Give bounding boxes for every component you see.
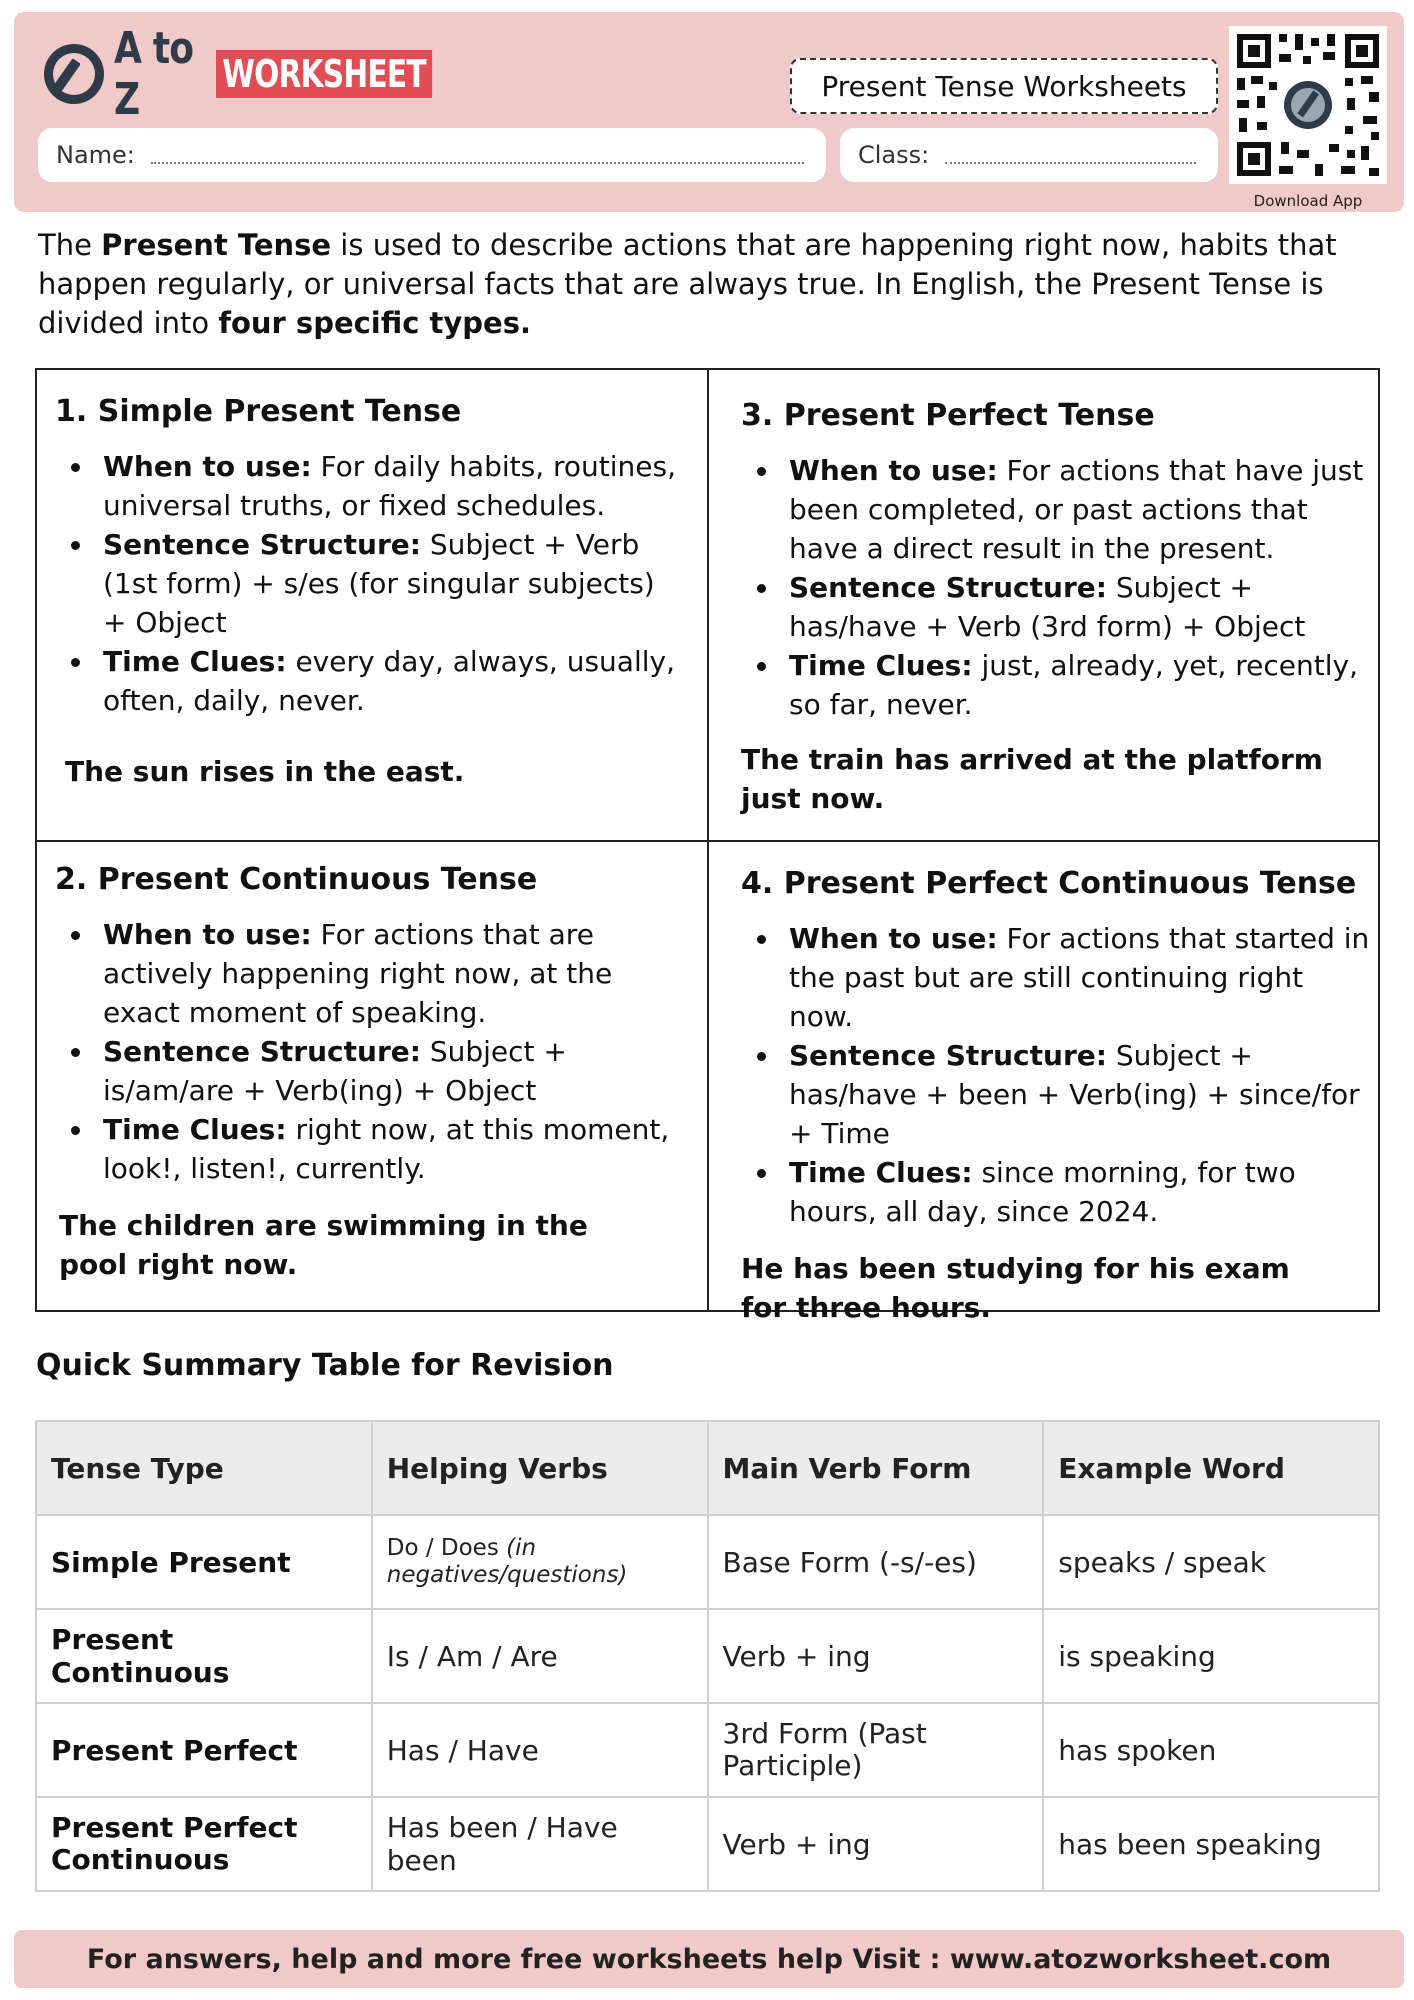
tense-card-present-perfect: [741, 398, 1371, 818]
list-item: When to use: For actions that have just been completed, or past actions that have a direct result in the present.: [741, 451, 1371, 568]
pen-logo-icon: [44, 44, 104, 104]
logo-badge: WORKSHEET: [216, 50, 432, 98]
worksheet-header: [14, 12, 1404, 212]
tense-rules: [55, 915, 685, 1188]
name-field[interactable]: [38, 128, 826, 182]
table-cell: Do / Does (in negatives/questions): [372, 1515, 708, 1609]
table-row: [36, 1703, 1379, 1797]
list-item: When to use: For actions that are actively happening right now, at the exact moment of speaking.: [55, 915, 685, 1032]
tense-rules: [741, 451, 1371, 724]
table-header-row: [36, 1421, 1379, 1515]
table-cell: Has been / Have been: [372, 1797, 708, 1891]
footer-banner[interactable]: For answers, help and more free worksheets help Visit : www.atozworksheet.com: [14, 1930, 1404, 1988]
class-field[interactable]: [840, 128, 1218, 182]
table-cell: Present Perfect Continuous: [36, 1797, 372, 1891]
name-label: Name:: [56, 141, 135, 169]
class-label: Class:: [858, 141, 930, 169]
table-row: [36, 1797, 1379, 1891]
qr-caption: Download App: [1253, 192, 1363, 210]
table-cell: Present Perfect: [36, 1703, 372, 1797]
table-row: [36, 1515, 1379, 1609]
intro-paragraph: The Present Tense is used to describe actions that are happening right now, habits that happen regularly, or universal facts that are always true. In English, the Present Tense is divided into four specific types.: [38, 228, 1337, 340]
example-sentence: The train has arrived at the platform just now.: [741, 743, 1323, 815]
table-cell: Is / Am / Are: [372, 1609, 708, 1703]
list-item: Time Clues: just, already, yet, recently, so far, never.: [741, 646, 1371, 724]
summary-table: [35, 1420, 1380, 1892]
tense-grid: [35, 368, 1380, 1324]
column-header: Tense Type: [36, 1421, 372, 1515]
list-item: Sentence Structure: Subject + Verb (1st form) + s/es (for singular subjects) + Object: [55, 525, 685, 642]
example-sentence: The children are swimming in the pool right now.: [59, 1209, 588, 1281]
table-cell: Base Form (-s/-es): [708, 1515, 1044, 1609]
example-sentence: The sun rises in the east.: [65, 755, 465, 788]
summary-title: Quick Summary Table for Revision: [36, 1348, 614, 1383]
list-item: Time Clues: since morning, for two hours, all day, since 2024.: [741, 1153, 1371, 1231]
class-blank-line: [945, 146, 1196, 164]
column-header: Main Verb Form: [708, 1421, 1044, 1515]
list-item: Sentence Structure: Subject + is/am/are + Verb(ing) + Object: [55, 1032, 685, 1110]
list-item: When to use: For daily habits, routines, universal truths, or fixed schedules.: [55, 447, 685, 525]
table-cell: has been speaking: [1043, 1797, 1379, 1891]
list-item: Sentence Structure: Subject + has/have + Verb (3rd form) + Object: [741, 568, 1371, 646]
list-item: When to use: For actions that started in the past but are still continuing right now.: [741, 919, 1371, 1036]
table-cell: speaks / speak: [1043, 1515, 1379, 1609]
worksheet-title: Present Tense Worksheets: [790, 58, 1218, 114]
column-header: Helping Verbs: [372, 1421, 708, 1515]
list-item: Sentence Structure: Subject + has/have + been + Verb(ing) + since/for + Time: [741, 1036, 1371, 1153]
list-item: Time Clues: right now, at this moment, look!, listen!, currently.: [55, 1110, 685, 1188]
table-cell: Present Continuous: [36, 1609, 372, 1703]
table-cell: Verb + ing: [708, 1609, 1044, 1703]
tense-title: 3. Present Perfect Tense: [741, 398, 1155, 433]
atoz-logo[interactable]: [44, 23, 493, 125]
table-cell: Has / Have: [372, 1703, 708, 1797]
example-sentence: He has been studying for his exam for three hours.: [741, 1252, 1290, 1324]
qr-code-icon[interactable]: [1229, 26, 1387, 184]
tense-title: 2. Present Continuous Tense: [55, 862, 538, 897]
table-cell: 3rd Form (Past Participle): [708, 1703, 1044, 1797]
table-row: [36, 1609, 1379, 1703]
tense-rules: [55, 447, 685, 720]
tense-card-present-continuous: [55, 862, 685, 1284]
table-cell: Verb + ing: [708, 1797, 1044, 1891]
logo-text: A to Z: [114, 23, 194, 125]
table-cell: has spoken: [1043, 1703, 1379, 1797]
list-item: Time Clues: every day, always, usually, often, daily, never.: [55, 642, 685, 720]
table-cell: Simple Present: [36, 1515, 372, 1609]
tense-title: 1. Simple Present Tense: [55, 394, 462, 429]
column-header: Example Word: [1043, 1421, 1379, 1515]
tense-title: 4. Present Perfect Continuous Tense: [741, 866, 1357, 901]
tense-rules: [741, 919, 1371, 1231]
tense-card-present-perfect-continuous: [741, 866, 1371, 1327]
name-blank-line: [151, 146, 804, 164]
tense-card-simple-present: [55, 394, 685, 791]
table-cell: is speaking: [1043, 1609, 1379, 1703]
